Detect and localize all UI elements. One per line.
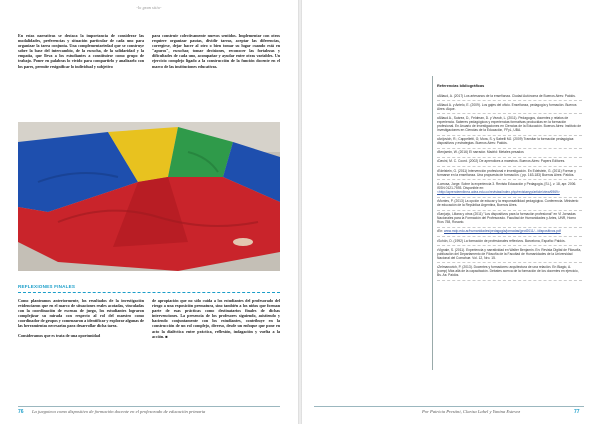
reference-item: •Benjamin, W. (2016) El narrador. Madrid: Metales pesados bbox=[437, 149, 582, 158]
reference-link[interactable]: <http://aprendeenlinea.udea.edu.co/revistas/index.php/revistaeyp/article/view/6969> bbox=[437, 189, 560, 194]
parachute-photo bbox=[18, 122, 280, 271]
section-rule bbox=[18, 292, 280, 293]
reference-item: •Alliaud A., Suárez, D., Feldman, D. y Vezub, L. (2011). Pedagogos, docentes y relatos de experiencia. Saberes pedagógicos y experiencias formativas producidas en la formación profesional. En Anuario de Investigaciones en Ciencias de la Educación. Buenos Aires: Instituto de Investigaciones en Ciencias de la Educación, FFyL, UBA. bbox=[437, 114, 582, 135]
text-column-3 bbox=[18, 298, 144, 342]
reference-link[interactable]: www.mdp.edu.ar/humanidades/pedagogia/jornadas/jprof2011/.../dispositivos.pdf bbox=[444, 229, 561, 234]
running-head: -lo gran sitio- bbox=[136, 5, 162, 10]
paragraph: Consideramos que es trata de una oportunidad bbox=[18, 332, 101, 338]
reference-item: •Anijovich, R.; Cappelletti, G; Mora, S. y Sabelli MJ. (2009) Transitar la formación pedagógica: dispositivos y estrategias. Buenos Aires: Paidós. bbox=[437, 136, 582, 149]
reference-item: •Edelstein, G. (2011) Intervención profesional e investigación. En Edelstein, G. (2011) Formar y formarse en la enseñanza. Una propuesta de formación. ( pp. 163-183) Buenos Aires: Paidós. bbox=[437, 167, 582, 180]
paragraph: En estas narrativas se destaca la importancia de considerar las modalidades, preferencias y situación particular de cada uno para organizar la tarea conjunta. Una complementariedad que se construye sobre la base del intercambio, de la escucha, de la solidaridad y la empatía, que lleva a los estudiantes a constituirse como grupo de trabajo. Poner en palabras lo vivido para compartirlo y analizarlo con los pares, permite resignificar lo individual y subjetivo bbox=[18, 33, 144, 69]
footer-rule bbox=[18, 406, 280, 407]
reference-item: •Schön, D. (1992) La formación de profesionales reflexivos. Barcelona, España: Paidós. bbox=[437, 237, 582, 246]
paragraph: para construir colectivamente nuevos sentidos. Implementar con otros requiere organizar pautas, dividir tareas, aceptar las diferencias, corregirse, dejar hacer al otro o bien tomar su lugar cuando está en "apuros", escuchar, tomar decisiones, reconocer las fortalezas y dificultades de cada uno, acompañar y ayudar entre otras variables. Un ejercicio complejo ligado a la construcción de la función docente en el marco de las instituciones educativas. bbox=[152, 33, 280, 69]
paragraph: Como planteamos anteriormente, los resultados de la investigación evidenciaron que en el marco de situaciones reales acotadas, vinculadas con la coordinación de escenas de juego, los estudiantes lograron complejizar su mirada con respecto al rol del maestro como coordinador de grupos y comenzaron a identificar y explorar algunas de las herramientas necesarias para desarrollar dicha tarea. bbox=[18, 298, 144, 329]
section-title: REFLEXIONES FINALES bbox=[18, 284, 76, 289]
left-page bbox=[0, 0, 298, 424]
footer-title: La juegoteca como dispositivo de formación docente en el profesorado de educación primaria bbox=[32, 409, 206, 414]
text-column-1 bbox=[18, 33, 144, 73]
reference-item: •Sanjurjo, Liliana y otros (2011) "Los dispositivos para la formación profesional" en VI Jornadas Nacionales para la Formación del Profesorado. Facultad de Humanidades y Artes, UNR, Homo Ríos 758, Rosario. bbox=[437, 211, 582, 228]
reference-item: •Alliaud A. y Antelo, E. (2009). Los gajes del oficio. Enseñanza, pedagogía y formación. Buenos Aires: Aique. bbox=[437, 101, 582, 114]
text-column-2 bbox=[152, 33, 280, 73]
page-number: 76 bbox=[18, 409, 24, 415]
reference-item: •En: www.mdp.edu.ar/humanidades/pedagogia/jornadas/jprof2011/.../dispositivos.pdf bbox=[437, 228, 582, 237]
footer-rule bbox=[314, 406, 584, 407]
reference-item: •Montes, P. (2013) La opción de educar y la responsabilidad pedagógica. Conferencia. Ministerio de educación de la República Argentina, Buenos Aires. bbox=[437, 198, 582, 211]
references-box bbox=[432, 76, 582, 370]
paragraph: de apropiación que no sólo cuida a los estudiantes del profesorado del riesgo a una exposición prematura, sino también a los niños que forman parte de esas prácticas como destinatarios finales de dichas intervenciones. La presencia de los profesores siguiendo, asistiendo y haciendo conjuntamente con los estudiantes, contribuye en la construcción de un rol complejo, diverso, desde un enfoque que pone en acto la dialéctica entre práctica, reflexión, indagación y vuelta a la acción. ■ bbox=[152, 298, 280, 339]
reference-item: •Davini, M. C. Coord. (2002) De aprendices a maestros. Buenos Aires: Papers Editores. bbox=[437, 158, 582, 167]
page-number: 77 bbox=[574, 409, 580, 415]
reference-item: •Alliaud, A. (2017) Los artesanos de la enseñanza. Ciudad Autónoma de Buenos Aires: Paidós. bbox=[437, 92, 582, 101]
parachute-illustration bbox=[18, 122, 280, 271]
references-title: Referencias bibliográficas bbox=[437, 84, 485, 88]
text-column-4 bbox=[152, 298, 280, 343]
reference-item: •Larrosa, Jorge. Sobre la experiencia 3. Revista Educación y Pedagogía, [S.l.], v. 18, apr. 2006. ISSN 0121-7593. Disponible en: <http://aprendeenlinea.udea.edu.co/revistas/index.php/revistaeyp/article/view/6969> bbox=[437, 180, 582, 197]
reference-item: •Vignale, S. (2011). Experiencia y narratividad en Walter Benjamin. En: Revista Digital de Filosofía, publicación del Departamento de Filosofía de la Facultad de Humanidades de la Universidad Nacional del Comahue. Vol. 12, Nro. 15. bbox=[437, 246, 582, 263]
footer-authors: Por Patricia Prestini, Clarisa Lahel y Yanina Estevez bbox=[422, 409, 521, 414]
reference-item: •Zelmanovich, P. (2013). Docentes y formadores: arquitectura de una relación. En Biagio, A. (comp) Más allá de la capacitación. Debates acerca de la formación de los docentes en ejercicio, Bs. As: Paidós. bbox=[437, 263, 582, 280]
